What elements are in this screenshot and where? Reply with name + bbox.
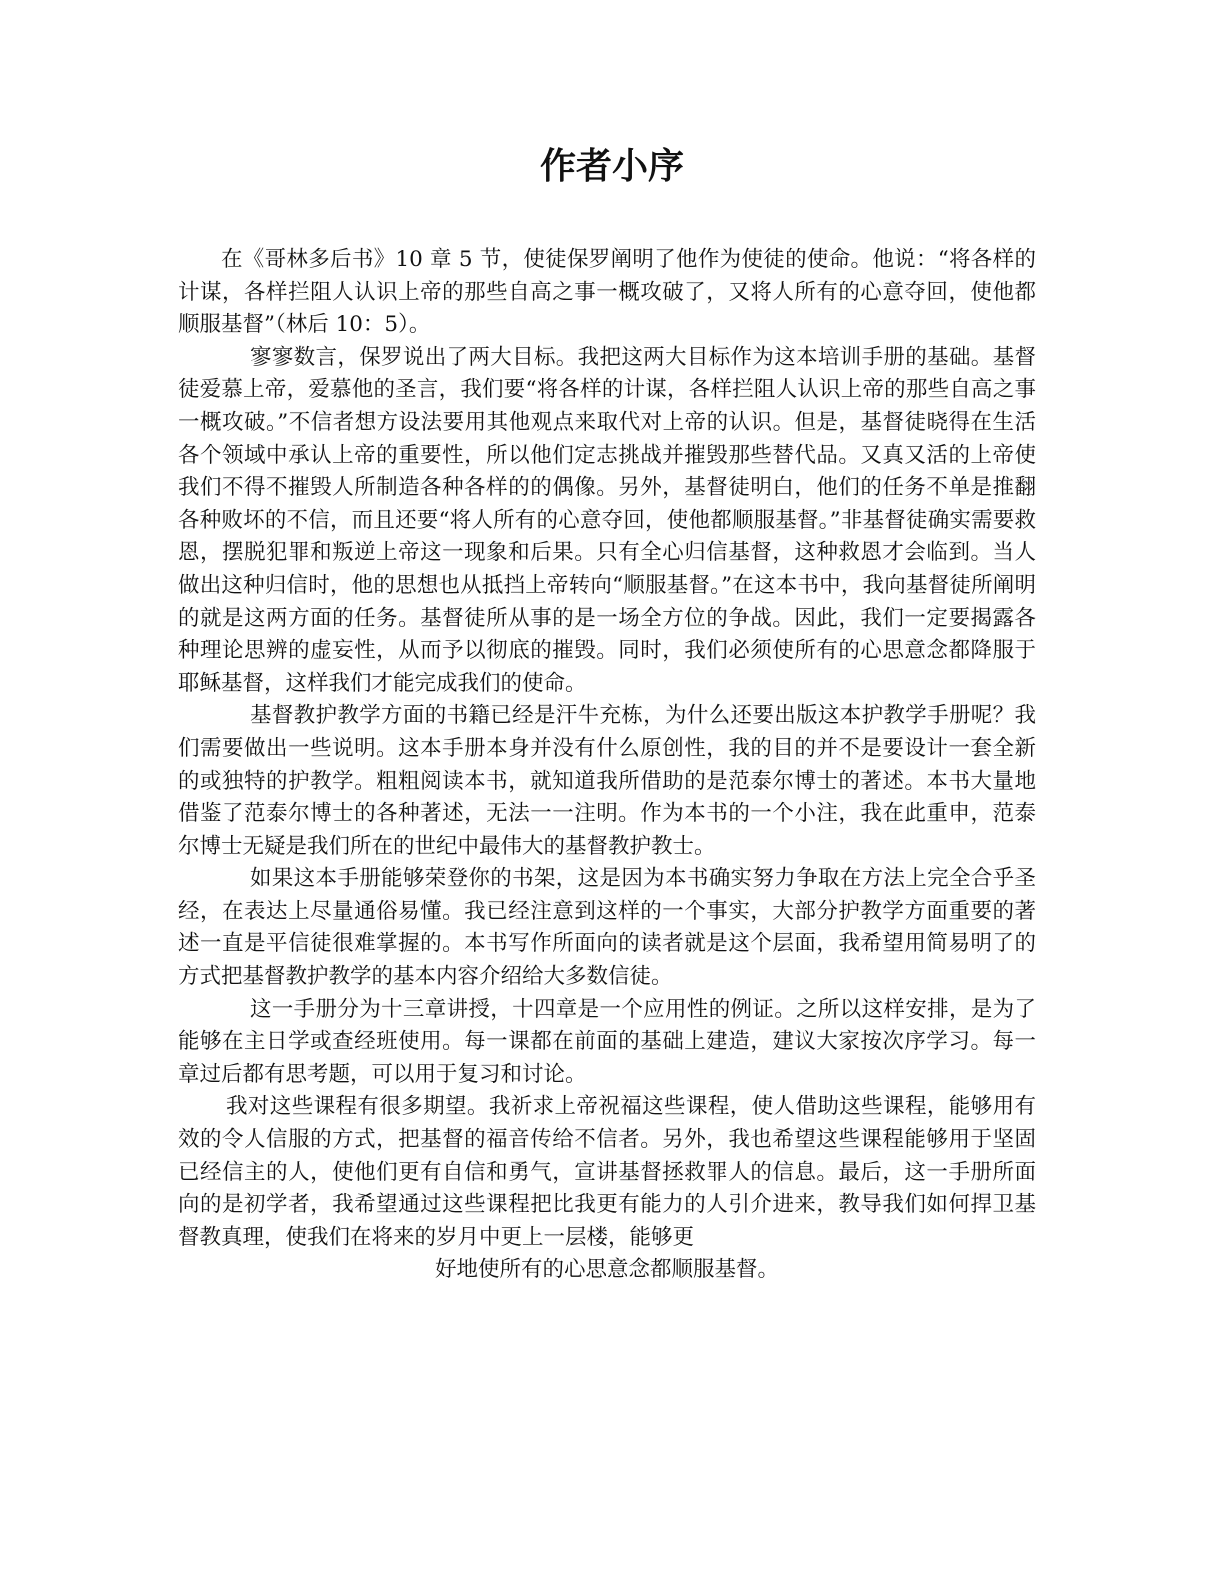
paragraph-2: 寥寥数言，保罗说出了两大目标。我把这两大目标作为这本培训手册的基础。基督徒爱慕上帝，爱慕他的圣言，我们要“将各样的计谋，各样拦阻人认识上帝的那些自高之事一概攻破。”不信者想方设法要用其他观点来取代对上帝的认识。但是，基督徒晓得在生活各个领域中承认上帝的重要性，所以他们定志挑战并摧毁那些替代品。又真又活的上帝使我们不得不摧毁人所制造各种各样的的偶像。另外，基督徒明白，他们的任务不单是推翻各种败坏的不信，而且还要“将人所有的心意夺回，使他都顺服基督。”非基督徒确实需要救恩，摆脱犯罪和叛逆上帝这一现象和后果。只有全心归信基督，这种救恩才会临到。当人做出这种归信时，他的思想也从抵挡上帝转向“顺服基督。”在这本书中，我向基督徒所阐明的就是这两方面的任务。基督徒所从事的是一场全方位的争战。因此，我们一定要揭露各种理论思辨的虚妄性，从而予以彻底的摧毁。同时，我们必须使所有的心思意念都降服于耶稣基督，这样我们才能完成我们的使命。 (178, 344, 1036, 696)
paragraph-6-text: 我对这些课程有很多期望。我祈求上帝祝福这些课程，使人借助这些课程，能够用有效的令人信服的方式，把基督的福音传给不信者。另外，我也希望这些课程能够用于坚固已经信主的人，使他们更有自信和勇气，宣讲基督拯救罪人的信息。最后，这一手册所面向的是初学者，我希望通过这些课程把比我更有能力的人引介进来，教导我们如何捍卫基督教真理，使我们在将来的岁月中更上一层楼，能够更 (178, 1094, 1036, 1250)
paragraph-3: 基督教护教学方面的书籍已经是汗牛充栋，为什么还要出版这本护教学手册呢？我们需要做出一些说明。这本手册本身并没有什么原创性，我的目的并不是要设计一套全新的或独特的护教学。粗粗阅读本书，就知道我所借助的是范泰尔博士的著述。本书大量地借鉴了范泰尔博士的各种著述，无法一一注明。作为本书的一个小注，我在此重申，范泰尔博士无疑是我们所在的世纪中最伟大的基督教护教士。 (178, 703, 1036, 859)
paragraph-6 (178, 1091, 1036, 1287)
paragraph-5: 这一手册分为十三章讲授，十四章是一个应用性的例证。之所以这样安排，是为了能够在主日学或查经班使用。每一课都在前面的基础上建造，建议大家按次序学习。每一章过后都有思考题，可以用于复习和讨论。 (178, 996, 1036, 1087)
paragraph-6-closing-line: 好地使所有的心思意念都顺服基督。 (434, 1257, 779, 1283)
paragraph-1: 在《哥林多后书》10 章 5 节，使徒保罗阐明了他作为使徒的使命。他说：“将各样的计谋，各样拦阻人认识上帝的那些自高之事一概攻破了，又将人所有的心意夺回，使他都顺服基督”（林后 10：5）。 (178, 247, 1036, 338)
page-title: 作者小序 (539, 145, 684, 187)
preface-body (178, 244, 1036, 1287)
paragraph-4: 如果这本手册能够荣登你的书架，这是因为本书确实努力争取在方法上完全合乎圣经，在表达上尽量通俗易懂。我已经注意到这样的一个事实，大部分护教学方面重要的著述一直是平信徒很难掌握的。本书写作所面向的读者就是这个层面，我希望用简易明了的方式把基督教护教学的基本内容介绍给大多数信徒。 (178, 866, 1036, 990)
